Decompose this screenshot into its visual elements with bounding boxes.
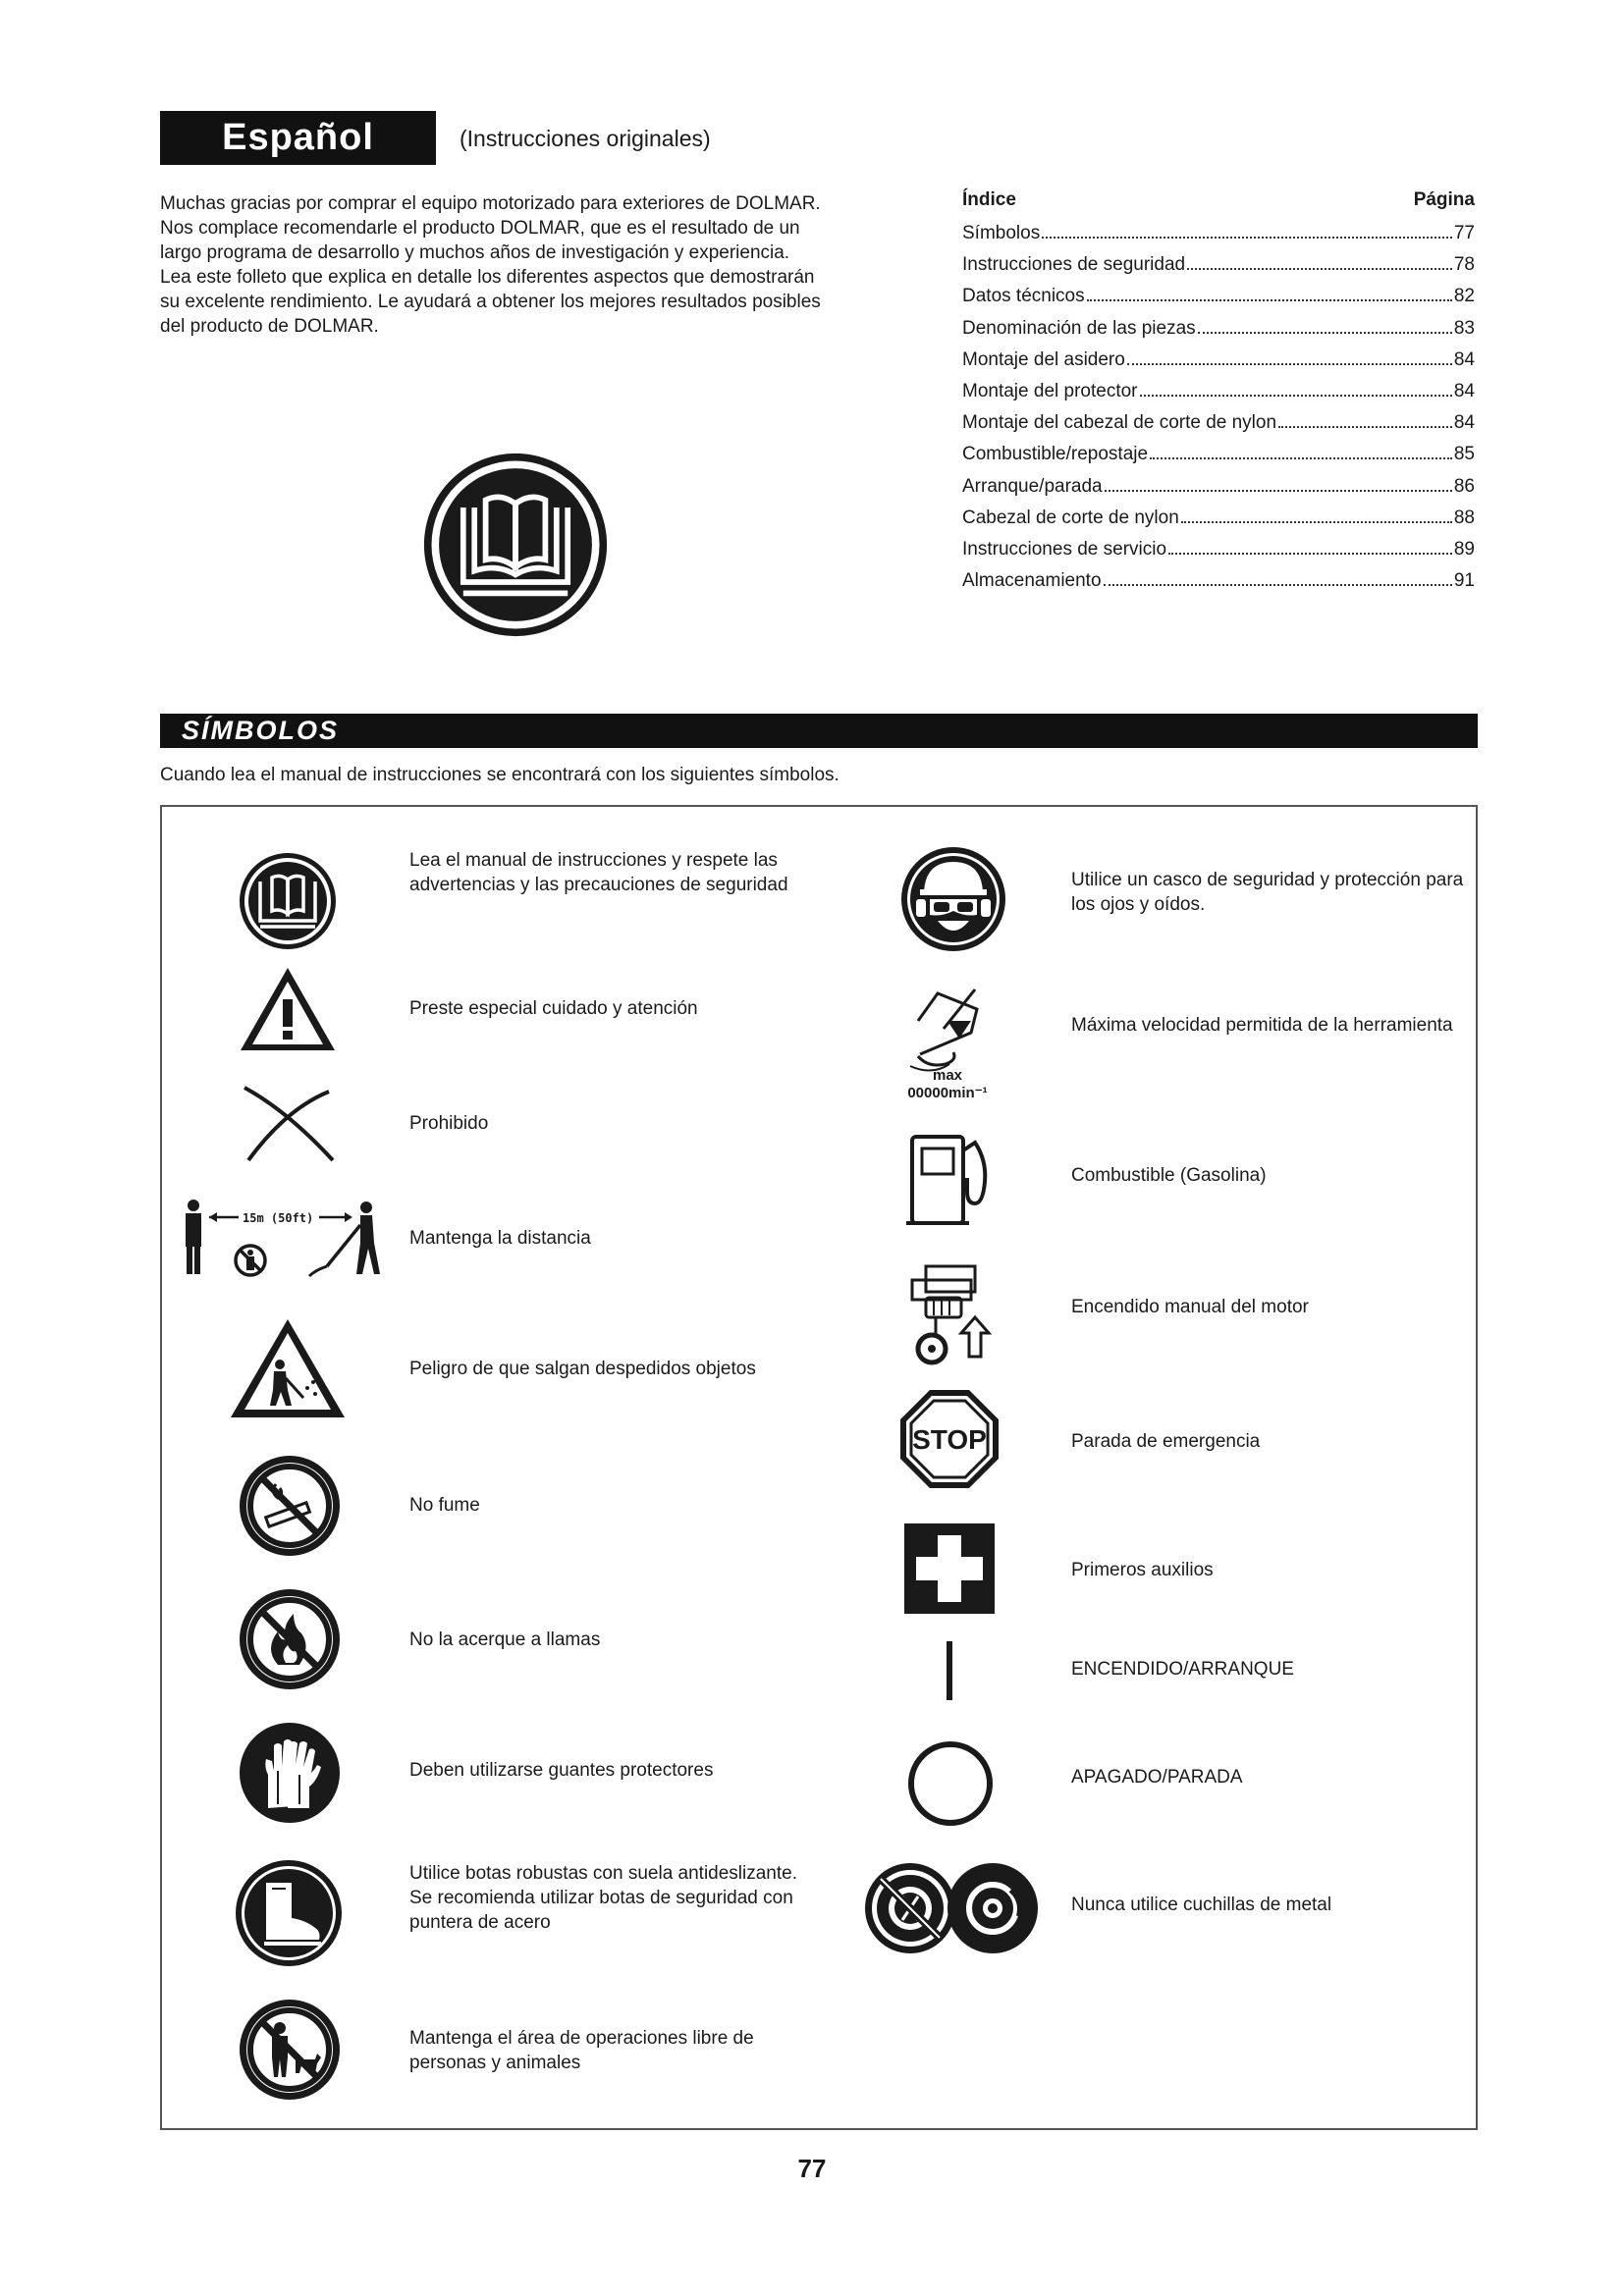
on-start-icon bbox=[944, 1641, 955, 1700]
toc-entry[interactable] bbox=[962, 349, 1475, 381]
no-smoking-icon bbox=[239, 1455, 341, 1557]
toc-entry-label: Montaje del cabezal de corte de nylon bbox=[962, 412, 1277, 434]
symbol-description: No fume bbox=[409, 1495, 480, 1516]
no-open-flames-icon bbox=[239, 1588, 341, 1690]
distance-label: 15m (50ft) bbox=[243, 1211, 314, 1225]
symbol-description-line: Utilice botas robustas con suela antideslizante. bbox=[409, 1863, 798, 1884]
toc-entry-page: 82 bbox=[1453, 286, 1475, 307]
toc-entry-label: Almacenamiento bbox=[962, 570, 1102, 592]
toc-entry-page: 84 bbox=[1453, 348, 1475, 370]
symbol-description bbox=[409, 1861, 822, 1935]
toc-entry-label: Símbolos bbox=[962, 223, 1041, 243]
toc-entry[interactable] bbox=[962, 412, 1475, 444]
toc-entry-label: Montaje del protector bbox=[962, 380, 1138, 401]
max-label: max bbox=[932, 1067, 963, 1084]
toc-entry[interactable] bbox=[962, 286, 1475, 317]
symbol-description: APAGADO/PARADA bbox=[1071, 1767, 1243, 1788]
intro-line: Muchas gracias por comprar el equipo motorizado para exteriores de DOLMAR. bbox=[160, 193, 821, 214]
symbol-description: Nunca utilice cuchillas de metal bbox=[1071, 1895, 1332, 1915]
symbol-description: Lea el manual de instrucciones y respete las advertencias y las precauciones de seguridad bbox=[409, 850, 788, 895]
toc-entry-label: Montaje del asidero bbox=[962, 348, 1125, 370]
symbol-description: Deben utilizarse guantes protectores bbox=[409, 1760, 714, 1781]
symbol-description: Mantenga la distancia bbox=[409, 1228, 591, 1249]
symbols-heading: SÍMBOLOS bbox=[160, 714, 1478, 748]
toc-page-header: Página bbox=[1413, 189, 1475, 210]
toc-entry[interactable] bbox=[962, 381, 1475, 412]
fuel-pump-icon bbox=[904, 1131, 999, 1229]
intro-paragraph bbox=[160, 191, 906, 339]
toc-entry-label: Combustible/repostaje bbox=[962, 444, 1149, 465]
toc-entry-page: 77 bbox=[1453, 223, 1475, 243]
intro-line: Nos complace recomendarle el producto DOLMAR, que es el resultado de un bbox=[160, 218, 800, 239]
toc-entry-label: Cabezal de corte de nylon bbox=[962, 507, 1179, 528]
no-metal-blades-icon bbox=[863, 1861, 1040, 1955]
toc-entry-page: 78 bbox=[1453, 254, 1475, 276]
keep-distance-icon bbox=[180, 1196, 388, 1288]
safety-boots-icon bbox=[235, 1859, 343, 1967]
read-manual-icon bbox=[239, 852, 337, 950]
toc-entry-label: Instrucciones de seguridad bbox=[962, 254, 1186, 276]
toc-entry-page: 83 bbox=[1453, 317, 1475, 339]
symbol-description: Parada de emergencia bbox=[1071, 1431, 1261, 1452]
symbol-description: Combustible (Gasolina) bbox=[1071, 1165, 1267, 1186]
first-aid-icon bbox=[904, 1523, 995, 1614]
toc-entry-label: Denominación de las piezas bbox=[962, 317, 1196, 339]
protective-gloves-icon bbox=[239, 1722, 341, 1824]
warning-triangle-icon bbox=[237, 964, 339, 1054]
intro-line: del producto de DOLMAR. bbox=[160, 316, 379, 337]
symbols-table bbox=[160, 805, 1478, 2130]
toc-entry-label: Arranque/parada bbox=[962, 475, 1103, 497]
symbol-description: Primeros auxilios bbox=[1071, 1560, 1214, 1580]
table-of-contents bbox=[962, 189, 1475, 602]
helmet-goggles-icon bbox=[900, 846, 1006, 952]
toc-entry-label: Datos técnicos bbox=[962, 286, 1085, 307]
toc-entry-page: 91 bbox=[1453, 570, 1475, 592]
page-number: 77 bbox=[797, 2154, 827, 2183]
toc-entry-page: 88 bbox=[1453, 507, 1475, 528]
symbol-description-line: Se recomienda utilizar botas de seguridad con puntera de acero bbox=[409, 1888, 793, 1933]
toc-entry-page: 84 bbox=[1453, 412, 1475, 434]
toc-entry[interactable] bbox=[962, 539, 1475, 570]
symbol-description: Prohibido bbox=[409, 1113, 489, 1134]
symbol-description: No la acerque a llamas bbox=[409, 1629, 601, 1650]
toc-entry-page: 89 bbox=[1453, 538, 1475, 560]
max-speed-icon bbox=[889, 982, 1006, 1103]
symbol-description: ENCENDIDO/ARRANQUE bbox=[1071, 1659, 1294, 1680]
toc-entry-page: 86 bbox=[1453, 475, 1475, 497]
intro-line: su excelente rendimiento. Le ayudará a obtener los mejores resultados posibles bbox=[160, 292, 821, 312]
symbol-description: Encendido manual del motor bbox=[1071, 1297, 1309, 1317]
stop-sign-icon bbox=[898, 1388, 1001, 1490]
symbol-description: Peligro de que salgan despedidos objetos bbox=[409, 1359, 756, 1379]
toc-entry[interactable] bbox=[962, 507, 1475, 539]
toc-title: Índice bbox=[962, 189, 1016, 210]
symbol-description: Utilice un casco de seguridad y protección para los ojos y oídos. bbox=[1071, 870, 1464, 915]
symbol-description: Máxima velocidad permitida de la herramienta bbox=[1071, 1015, 1453, 1036]
toc-entry[interactable] bbox=[962, 223, 1475, 254]
toc-entry[interactable] bbox=[962, 318, 1475, 349]
stop-label: STOP bbox=[912, 1424, 987, 1455]
rpm-label: 00000min⁻¹ bbox=[907, 1085, 988, 1101]
toc-entry-page: 84 bbox=[1453, 380, 1475, 401]
flying-objects-icon bbox=[227, 1315, 349, 1423]
toc-entry[interactable] bbox=[962, 444, 1475, 475]
manual-start-icon bbox=[906, 1258, 997, 1368]
toc-entry[interactable] bbox=[962, 570, 1475, 602]
intro-line: largo programa de desarrollo y muchos años de investigación y experiencia. bbox=[160, 242, 790, 263]
symbol-description: Mantenga el área de operaciones libre de personas y animales bbox=[409, 2028, 754, 2073]
keep-area-clear-icon bbox=[239, 1999, 341, 2101]
read-manual-icon bbox=[422, 452, 609, 638]
toc-entry-page: 85 bbox=[1453, 444, 1475, 465]
symbols-intro: Cuando lea el manual de instrucciones se encontrará con los siguientes símbolos. bbox=[160, 765, 839, 785]
language-title: Español bbox=[160, 111, 436, 165]
toc-entry[interactable] bbox=[962, 476, 1475, 507]
off-stop-icon bbox=[906, 1739, 995, 1828]
intro-line: Lea este folleto que explica en detalle los diferentes aspectos que demostrarán bbox=[160, 267, 815, 288]
toc-entry-label: Instrucciones de servicio bbox=[962, 538, 1167, 560]
prohibited-cross-icon bbox=[239, 1082, 337, 1164]
toc-entry[interactable] bbox=[962, 254, 1475, 286]
language-subtitle: (Instrucciones originales) bbox=[460, 126, 711, 151]
symbol-description: Preste especial cuidado y atención bbox=[409, 998, 698, 1019]
